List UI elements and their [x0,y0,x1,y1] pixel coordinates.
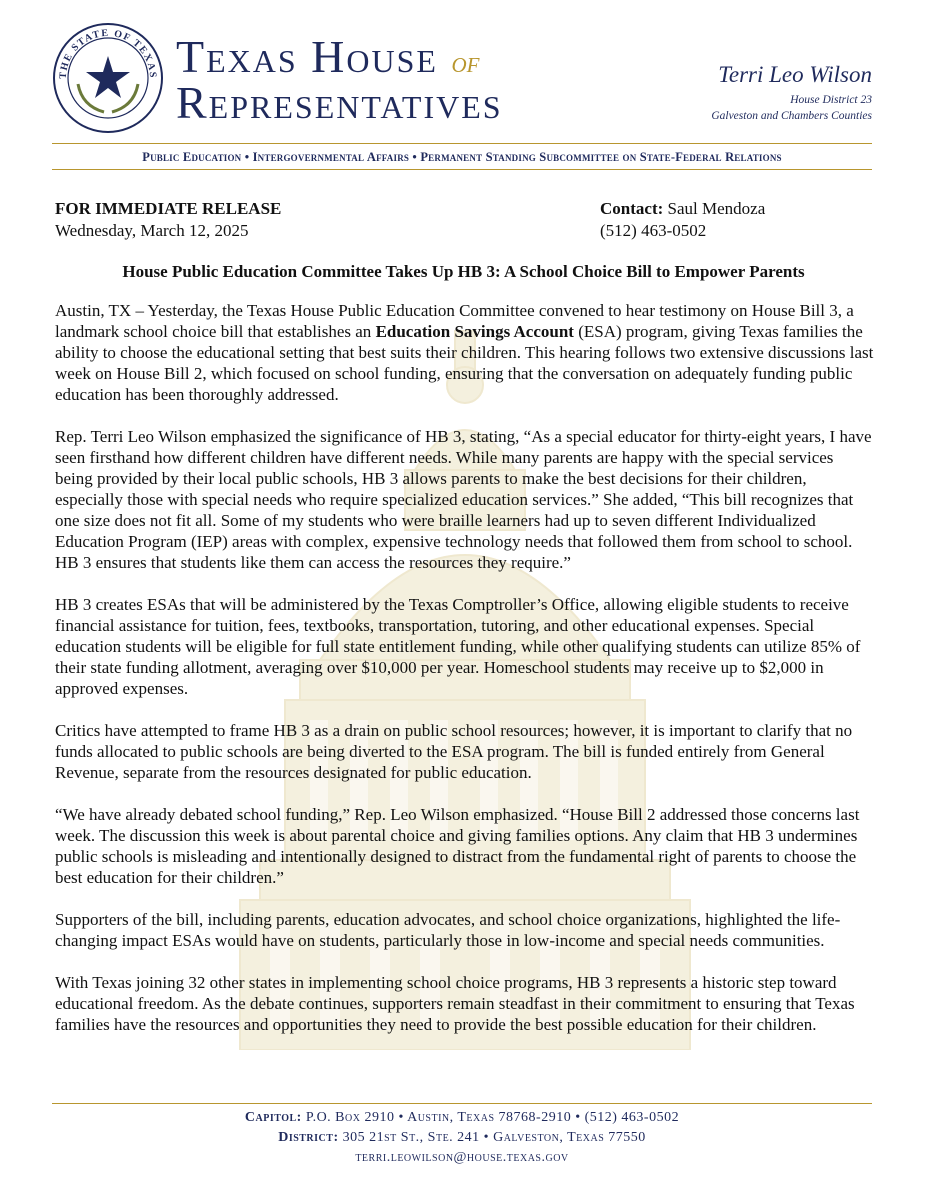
body-paragraph-1 [55,300,875,405]
district-label: District: [278,1130,339,1145]
header-rule-top [52,143,872,144]
press-release-body [55,300,875,1056]
committee-list: Public Education • Intergovernmental Affairs • Permanent Standing Subcommittee on State-Federal Relations [142,150,782,164]
p1-text-end: (ESA) program, giving Texas families the ability to choose the educational setting that best suits their children. This hearing follows two extensive discussions last week on House Bill 2, which focused on school funding, ensuring that the conversation on adequately funding public education has been thoroughly addressed. [55,322,874,404]
press-release-headline: House Public Education Committee Takes Up HB 3: A School Choice Bill to Empower Parents [122,262,805,281]
footer-capitol-line [52,1108,872,1128]
org-name-line2: Representatives [176,77,503,128]
representative-name: Terri Leo Wilson [718,62,872,87]
seal-text: THE STATE OF TEXAS [57,27,159,80]
footer-rule [52,1103,872,1104]
contact-label: Contact: [600,199,664,218]
org-name-of: of [451,46,480,79]
org-name-line1 [176,31,480,82]
district-number: House District 23 [790,94,872,106]
contact-name: Saul Mendoza [667,199,766,218]
body-paragraph-4: Critics have attempted to frame HB 3 as a drain on public school resources; however, it is important to clarify that no funds allocated to public schools are being diverted to the ESA program. The bill is funded entirely from General Revenue, separate from the resources designated for public education. [55,721,853,782]
contact-phone: (512) 463-0502 [600,221,707,240]
body-paragraph-3: HB 3 creates ESAs that will be administered by the Texas Comptroller’s Office, allowing eligible students to receive financial assistance for tuition, fees, textbooks, transportation, tutoring, and other educational expenses. Special education students will be eligible for full state entitlement funding, while other qualifying students can utilize 85% of their state funding allotment, averaging over $10,000 per year. Homeschool students may receive up to $2,000 in approved expenses. [55,595,861,698]
release-info [55,198,281,242]
release-label: FOR IMMEDIATE RELEASE [55,199,282,218]
body-paragraph-6: Supporters of the bill, including parents, education advocates, and school choice organizations, highlighted the life-changing impact ESAs would have on students, particularly those in low-income and special needs communities. [55,910,841,950]
capitol-label: Capitol: [244,1110,302,1125]
footer-contact [52,1108,872,1168]
footer-email[interactable]: terri.leowilson@house.texas.gov [355,1150,569,1165]
body-paragraph-2: Rep. Terri Leo Wilson emphasized the significance of HB 3, stating, “As a special educator for thirty-eight years, I have seen firsthand how different children have different needs. While many parents are happy with the special services being provided by their local public schools, HB 3 allows parents to make the best decisions for their children, especially those with special needs who require specialized education services.” She added, “This bill recognizes that one size does not fit all. Some of my students who were braille learners had up to seven different Individualized Education Program (IEP) areas with complex, expensive technology needs that followed them from school to school. HB 3 ensures that students like them can access the resources they require.” [55,427,872,572]
capitol-address: P.O. Box 2910 • Austin, Texas 78768-2910 • (512) 463-0502 [305,1110,680,1125]
representative-district-block [711,93,872,124]
p1-text-start: Austin, TX – Yesterday, the Texas House Public Education Committee convened to hear testimony on House Bill 3, a landmark school choice bill that establishes an [55,301,854,341]
district-address: 305 21st St., Ste. 241 • Galveston, Texas 77550 [342,1130,646,1145]
p1-bold-term: Education Savings Account [375,322,574,341]
body-paragraph-7: With Texas joining 32 other states in implementing school choice programs, HB 3 represents a historic step toward educational freedom. As the debate continues, supporters remain steadfast in their commitment to ensuring that Texas families have the resources and opportunities they need to provide the best possible education for their children. [55,973,855,1034]
header-rule-bottom [52,169,872,170]
texas-state-seal [52,22,164,134]
footer-district-line [52,1128,872,1148]
body-paragraph-5: “We have already debated school funding,” Rep. Leo Wilson emphasized. “House Bill 2 addressed those concerns last week. The discussion this week is about parental choice and giving families options. Any claim that HB 3 undermines public schools is misleading and intentionally designed to distract from the fundamental right of parents to choose the best education for their children.” [55,805,860,887]
district-counties: Galveston and Chambers Counties [711,109,872,122]
contact-info [600,198,765,242]
release-date: Wednesday, March 12, 2025 [55,221,249,240]
org-name-texas-house: Texas House [176,31,438,82]
